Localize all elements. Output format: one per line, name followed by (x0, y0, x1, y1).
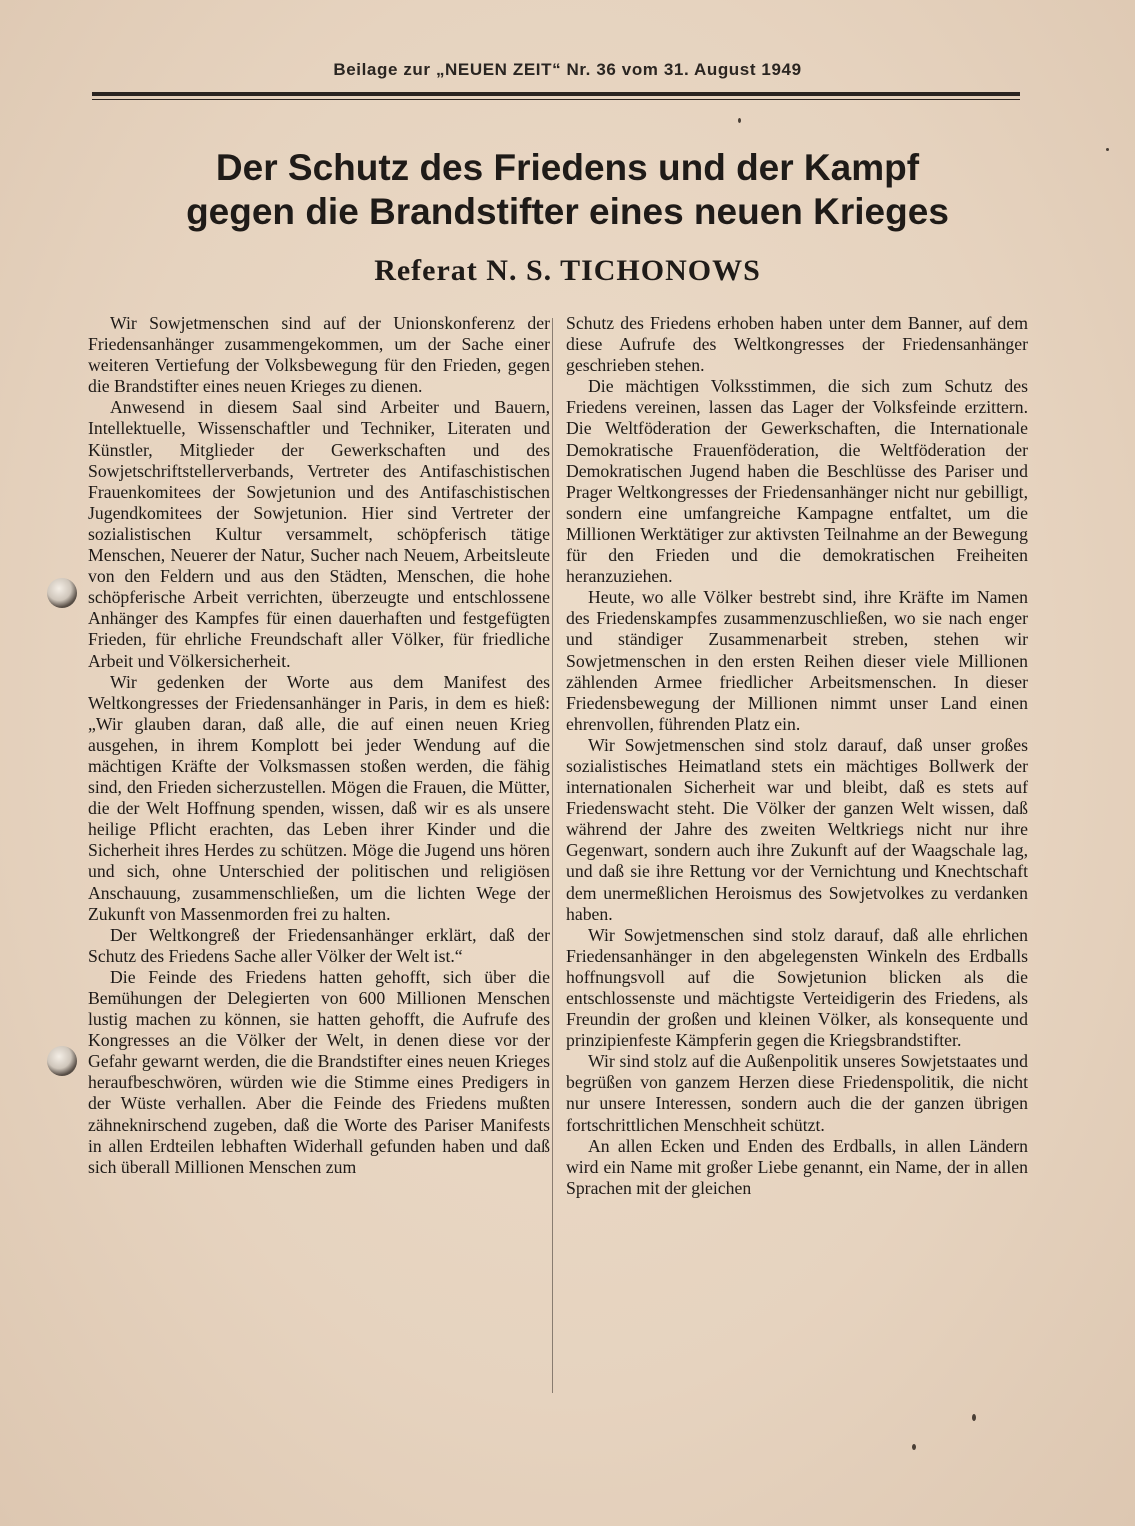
header-rule-thin (92, 99, 1020, 100)
paper-speck (738, 118, 741, 123)
article-title (60, 146, 1075, 234)
article-title-line-1: Der Schutz des Friedens und der Kampf (215, 147, 920, 188)
paragraph: Wir sind stolz auf die Außenpolitik unseres Sowjetstaates und begrüßen von ganzem Herzen diese Friedenspolitik, die nicht nur unsere Interessen, sondern auch die der ganzen übrigen fortschrittlichen Menschheit schützt. (566, 1051, 1028, 1135)
punch-hole-top (47, 578, 77, 608)
paper-speck (972, 1414, 976, 1421)
column-divider (552, 318, 553, 1393)
paragraph: Die Feinde des Friedens hatten gehofft, sich über die Bemühungen der Delegierten von 600 Millionen Menschen lustig machen zu können, sie hatten gehofft, die Aufrufe des Kongresses an die Völker der Welt, in denen diese vor der Gefahr gewarnt werden, die die Brandstifter eines neuen Krieges heraufbeschwören, würden wie die Stimme eines Predigers in der Wüste verhallen. Aber die Feinde des Friedens mußten zähneknirschend zugeben, daß die Worte des Pariser Manifests in allen Erdteilen lebhaften Widerhall gefunden haben und daß sich überall Millionen Menschen zum (88, 966, 550, 1177)
paragraph: An allen Ecken und Enden des Erdballs, in allen Ländern wird ein Name mit großer Liebe genannt, ein Name, der in allen Sprachen mit der gleichen (566, 1135, 1028, 1198)
text-column-right (566, 313, 1028, 1199)
paragraph: Wir Sowjetmenschen sind stolz darauf, daß unser großes sozialistisches Heimatland stets ein mächtiges Bollwerk der internationalen Sicherheit war und bleibt, daß es stets auf Friedenswacht steht. Die Völker der ganzen Welt wissen, daß während der Jahre des zweiten Weltkriegs nicht nur ihre Gegenwart, sondern auch ihre Zukunft auf der Waagschale lag, und daß sie ihre Rettung vor der Vernichtung und Knechtschaft dem unermeßlichen Heroismus des Sowjetvolkes zu verdanken haben. (566, 734, 1028, 924)
paper-speck (1106, 148, 1109, 151)
text-column-left (88, 313, 550, 1178)
paragraph: Wir gedenken der Worte aus dem Manifest des Weltkongresses der Friedensanhänger in Paris, in dem es hieß: „Wir glauben daran, daß alle, die auf einen neuen Krieg ausgehen, in ihrem Komplott bei jeder Wendung auf die mächtigen Kräfte der Volksmassen stoßen werden, die fähig sind, den Frieden sicherzustellen. Mögen die Frauen, die Mütter, die der Welt Hoffnung spenden, wissen, daß wir es als unsere heilige Pflicht erachten, das Leben ihrer Kinder und die Sicherheit ihres Herdes zu schützen. Möge die Jugend uns hören und sich, ohne Unterschied der politischen und religiösen Anschauung, zusammenschließen, um die lichten Wege der Zukunft von Massenmorden frei zu halten. (88, 671, 550, 924)
paragraph: Anwesend in diesem Saal sind Arbeiter und Bauern, Intellektuelle, Wissenschaftler und Techniker, Literaten und Künstler, Mitglieder der Gewerkschaften und des Sowjetschriftstellerverbands, Vertreter des Antifaschistischen Frauenkomitees der Sowjetunion und des Antifaschistischen Jugendkomitees der Sowjetunion. Hier sind Vertreter der sozialistischen Kultur versammelt, schöpferisch tätige Menschen, Neuerer der Natur, Sucher nach Neuem, Arbeitsleute von den Feldern und aus den Städten, Menschen, die hohe schöpferische Arbeit verrichten, überzeugte und entschlossene Anhänger des Kampfes für einen dauerhaften und festgefügten Frieden, für ehrliche Freundschaft aller Völker, für friedliche Arbeit und Völkersicherheit. (88, 397, 550, 671)
paper-speck (912, 1444, 916, 1450)
paragraph: Schutz des Friedens erhoben haben unter dem Banner, auf dem diese Aufrufe des Weltkongresses der Friedensanhänger geschrieben stehen. (566, 313, 1028, 376)
supplement-header: Beilage zur „NEUEN ZEIT“ Nr. 36 vom 31. August 1949 (333, 60, 802, 79)
article-title-line-2: gegen die Brandstifter eines neuen Krieges (186, 191, 949, 232)
paragraph: Heute, wo alle Völker bestrebt sind, ihre Kräfte im Namen des Friedenskampfes zusammenzuschließen, wo sie nach enger und ständiger Zusammenarbeit streben, stehen wir Sowjetmenschen in den ersten Reihen dieser viele Millionen zählenden Armee friedlicher Arbeitsmenschen. In dieser Friedensbewegung der Millionen nimmt unser Land einen ehrenvollen, führenden Platz ein. (566, 587, 1028, 734)
header-rule-thick (92, 92, 1020, 96)
paragraph: Die mächtigen Volksstimmen, die sich zum Schutz des Friedens vereinen, lassen das Lager der Volksfeinde erzittern. Die Weltföderation der Gewerkschaften, die Internationale Demokratische Frauenföderation, die Weltföderation der Demokratischen Jugend haben die Beschlüsse des Pariser und Prager Weltkongresses der Friedensanhänger nicht nur gebilligt, sondern eine umfangreiche Kampagne entfaltet, um die Millionen Werktätiger zur aktivsten Teilnahme an der Bewegung für den Frieden und die demokratischen Freiheiten heranzuziehen. (566, 376, 1028, 587)
paragraph: Wir Sowjetmenschen sind stolz darauf, daß alle ehrlichen Friedensanhänger in den abgelegensten Winkeln des Erdballs hoffnungsvoll auf die Sowjetunion blicken als die entschlossenste und mächtigste Verteidigerin des Friedens, als Freundin der großen und kleinen Völker, als konsequente und prinzipienfeste Kämpferin gegen die Kriegsbrandstifter. (566, 924, 1028, 1051)
paragraph: Der Weltkongreß der Friedensanhänger erklärt, daß der Schutz des Friedens Sache aller Völker der Welt ist.“ (88, 924, 550, 966)
paragraph: Wir Sowjetmenschen sind auf der Unionskonferenz der Friedensanhänger zusammengekommen, um der Sache einer weiteren Vertiefung der Volksbewegung für den Frieden, gegen die Brandstifter eines neuen Krieges zu dienen. (88, 313, 550, 397)
article-subtitle: Referat N. S. TICHONOWS (374, 254, 761, 287)
punch-hole-bottom (47, 1046, 77, 1076)
